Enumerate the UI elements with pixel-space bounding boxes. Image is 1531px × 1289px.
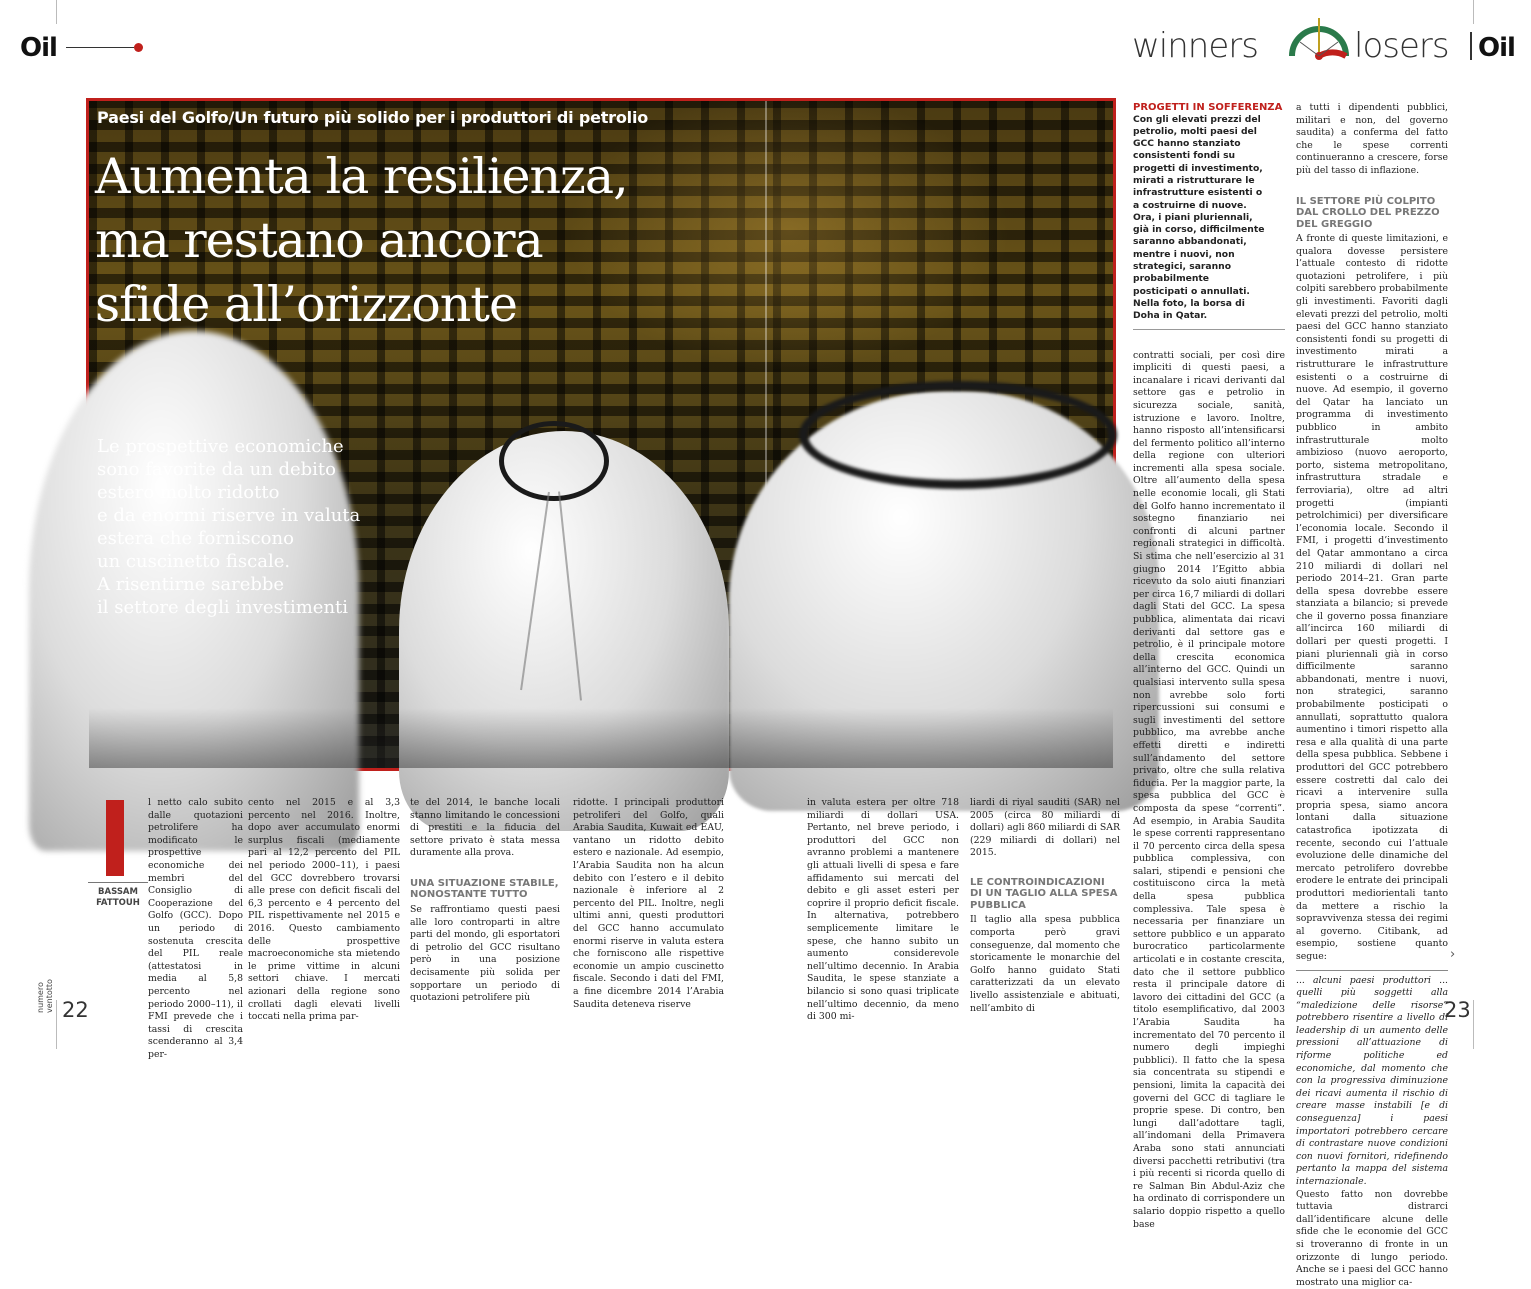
lead-line: e da enormi riserve in valuta — [97, 505, 361, 526]
text-column-1: l netto calo subito dalle quotazioni petrolifere ha modificato le prospettive economiche dei membri del Consiglio di Cooperazione del Golfo (GCC). Dopo un periodo di sostenuta crescita del PIL reale (attestatosi in media al 5,8 percento nel periodo 2000–11), il FMI prevede che i tassi di crescita scenderanno al 3,4 per- — [148, 797, 243, 1060]
hero-title-line: Aumenta la resilienza, — [95, 148, 628, 205]
issue-label-line2: ventotto — [45, 979, 54, 1013]
citibank-quote: ... alcuni paesi produttori ... quelli più soggetti alla “maledizione delle risorse” potrebbero risentire a livello di leadership di un aumento delle pressioni all’attuazione di riforme politiche ed economiche, dal momento che con la progressiva diminuzione dei ricavi aumenta il rischio di creare masse instabili [e di conseguenza] i paesi importatori potrebbero cercare di contrastare nuove condizioni con nuovi fornitori, ridefinendo pertanto la mappa del sistema internazionale. — [1296, 970, 1448, 1189]
left-footer-rule — [56, 1000, 57, 1049]
column-6-intro: liardi di riyal sauditi (SAR) nel 2005 (circa 80 miliardi di dollari) agli 860 miliardi di SAR (229 miliardi di dollari) nel 2015. — [970, 797, 1120, 859]
column-3 — [410, 797, 560, 1005]
column-7 — [1133, 102, 1285, 1230]
page-number-right: 23 — [1444, 998, 1471, 1022]
left-logo: Oil — [20, 33, 57, 63]
author-first-name: BASSAM — [98, 887, 138, 897]
text-column-4: ridotte. I principali produttori petroliferi del Golfo, quali Arabia Saudita, Kuwait ed EAU, vantano un ridotto debito estero e nazionale. Ad esempio, l’Arabia Saudita non ha alcun debito con l’estero e il debito nazionale è inferiore al 2 percento del PIL. Inoltre, negli ultimi anni, questi produttori del GCC hanno accumulato enormi riserve in valuta estera che forniscono alle rispettive economie un ampio cuscinetto fiscale. Secondo i dati del FMI, a fine dicembre 2014 l’Arabia Saudita deteneva riserve — [573, 797, 724, 1010]
author-last-name: FATTOUH — [96, 898, 140, 908]
column-6-body: Il taglio alla spesa pubblica comporta però gravi conseguenze, dal momento che storicamente le monarchie del Golfo hanno guidato Stati caratterizzati da un elevato livello assistenziale e abituati, nell’ambito di — [970, 914, 1120, 1014]
continue-arrow-icon: › — [1450, 947, 1456, 962]
lead-line: il settore degli investimenti — [97, 597, 349, 618]
column-3-body: Se raffrontiamo questi paesi alle loro controparti in altre parti del mondo, gli esportatori di petrolio del GCC risultano però in una posizione decisamente più solida per sopportare un periodo di quotazioni petrolifere più — [410, 903, 560, 1004]
lead-line: estera che forniscono — [97, 528, 294, 549]
compass-emblem — [1286, 14, 1352, 64]
subhead-progetti: PROGETTI IN SOFFERENZA — [1133, 102, 1283, 113]
page-number-left: 22 — [62, 998, 89, 1022]
hero-photo — [86, 98, 1116, 771]
photo-bottom-shadow — [89, 708, 1113, 768]
drop-cap-bar — [106, 800, 124, 876]
left-edge-rule — [56, 0, 57, 24]
column-8 — [1296, 102, 1448, 1288]
lead-line: Le prospettive economiche — [97, 436, 344, 457]
lead-line: A risentirne sarebbe — [97, 574, 285, 595]
text-column-1-tail — [86, 935, 243, 965]
lead-line: un cuscinetto fiscale. — [97, 551, 291, 572]
right-footer-rule — [1473, 1000, 1474, 1049]
right-edge-rule — [1473, 0, 1474, 24]
hero-kicker: Paesi del Golfo/Un futuro più solido per i produttori di petrolio — [97, 108, 649, 127]
photo-caption: Con gli elevati prezzi del petrolio, molti paesi del GCC hanno stanziato consistenti fondi su progetti di investimento, mirati a ristrutturare le infrastrutture esistenti o a costruirne di nuove. Ora, i piani pluriennali, già in corso, difficilmente saranno abbandonati, mentre i nuovi, non strategici, saranno probabilmente posticipati o annullati. Nella foto, la borsa di Doha in Qatar. — [1133, 114, 1285, 330]
lead-line: sono favorite da un debito — [97, 459, 337, 480]
figure-right-agal — [799, 381, 1117, 489]
figure-center-agal — [499, 421, 609, 501]
issue-label-line1: numero — [36, 982, 45, 1013]
issue-label — [36, 979, 54, 1013]
column-8-intro: a tutti i dipendenti pubblici, militari e non, del governo saudita) a conferma del fatto che le spese correnti continueranno a crescere, forse più del tasso di inflazione. — [1296, 102, 1448, 176]
column-6 — [970, 797, 1120, 1015]
brand-winners: winners — [1132, 26, 1258, 66]
hero-title-line: ma restano ancora — [95, 212, 543, 269]
brand-divider — [1470, 32, 1472, 60]
lead-line: estero molto ridotto — [97, 482, 280, 503]
hero-title-line: sfide all’orizzonte — [95, 276, 517, 333]
hero-lead — [97, 435, 397, 619]
author-byline — [88, 882, 148, 909]
column-3-intro: te del 2014, le banche locali stanno limitando le concessioni di prestiti e la fiducia del settore privato è stata messa duramente alla prova. — [410, 797, 560, 859]
subhead-settore: IL SETTORE PIÙ COLPITO DAL CROLLO DEL PREZZO DEL GREGGIO — [1296, 195, 1440, 230]
column-8-conclusion: Questo fatto non dovrebbe tuttavia distrarci dall’identificare alcune delle sfide che le economie del GCC si troveranno di fronte in un orizzonte di lungo periodo. Anche se i paesi del GCC hanno mostrato una miglior ca- — [1296, 1188, 1448, 1288]
column-7-body: contratti sociali, per così dire impliciti di questi paesi, a incanalare i ricavi derivanti dal settore gas e petrolio in sicurezza sociale, sanità, istruzione e lavoro. Inoltre, hanno risposto all’intensificarsi del fermento politico all’interno della regione con ulteriori incrementi alla spesa sociale. Oltre all’aumento della spesa nelle economie locali, gli Stati del Golfo hanno incrementato il sostegno finanziario nei confronti di alcuni partner regionali strategici in difficoltà. Si stima che nell’esercizio al 31 giugno 2014 l’Egitto abbia ricevuto da solo aiuti finanziari per circa 16,7 miliardi di dollari dagli Stati del GCC. La spesa pubblica, alimentata dai ricavi derivanti dal settore gas e petrolio, è il principale motore della crescita economica all’interno del GCC. Quindi un qualsiasi intervento sulla spesa non avrebbe solo forti ripercussioni sui consumi e sugli investimenti del settore pubblico, ma avrebbe anche effetti diretti e indiretti sull’andamento del settore privato, oltre che sulla relativa fiducia. Per la maggior parte, la spesa pubblica del GCC è composta da spese “correnti”. Ad esempio, in Arabia Saudita le spese correnti rappresentano il 70 percento circa della spesa pubblica complessiva, con salari, stipendi e pensioni che costituiscono circa la metà della spesa pubblica complessiva. Tale spesa è necessaria per finanziare un settore pubblico e un apparato burocratico particolarmente articolati e in costante crescita, dato che il settore pubblico resta il principale datore di lavoro dei cittadini del GCC (a titolo esemplificativo, dal 2003 l’Arabia Saudita ha incrementato del 70 percento il numero degli impieghi pubblici). Il fatto che la spesa sia concentrata su stipendi e pensioni, limita la capacità dei governi del GCC di tagliare le proprie spese. Di contro, ben lungi dall’adottare tagli, all’indomani della Primavera Araba sono stati annunciati diversi pacchetti retributivi (tra i più recenti si ricorda quello di re Salman Bin Abdul-Aziz che ha ordinato di corrispondere un salario doppio rispetto a quello base — [1133, 349, 1285, 1230]
column-8-body: A fronte di queste limitazioni, e qualora dovesse persistere l’attuale contesto di ridotte quotazioni petrolifere, i più colpiti sarebbero probabilmente gli investimenti. Favoriti dagli elevati prezzi del petrolio, molti paesi del GCC hanno stanziato consistenti fondi su progetti di investimento mirati a ristrutturare le infrastrutture esistenti o a costruirne di nuove. Ad esempio, il governo del Qatar ha lanciato un programma di investimento pubblico in ambito infrastrutturale molto ambizioso (nuovo aeroporto, porto, sistema metropolitano, infrastruttura stradale e ferroviaria), oltre ad altri progetti (impianti petrolchimici) per diversificare l’economia locale. Secondo il FMI, i progetti d’investimento del Qatar ammontano a circa 210 miliardi di dollari nel periodo 2014–21. Gran parte della spesa dovrebbe essere stanziata a bilancio; si prevede che il governo possa finanziare all’incirca 160 miliardi di dollari per questi progetti. I piani pluriennali già in corso difficilmente saranno abbandonati, mentre i nuovi, non strategici, saranno probabilmente posticipati o annullati, soprattutto qualora aumentino i timori rispetto alla resa e alla qualità di una parte della spesa pubblica. Sebbene i produttori del GCC potrebbero essere costretti dal calo dei ricavi a intervenire sulla propria spesa, siamo ancora lontani dalla situazione catastrofica ipotizzata di recente, secondo cui l’attuale evoluzione delle dinamiche del mercato petrolifero dovrebbe erodere le entrate dei principali produttori mediorientali tanto da mettere a rischio la sopravvivenza stessa dei regimi al governo. Citibank, ad esempio, sostiene quanto segue: — [1296, 233, 1448, 962]
subhead-situazione: UNA SITUAZIONE STABILE, NONOSTANTE TUTTO — [410, 877, 559, 901]
text-column-2: cento nel 2015 e al 3,3 percento nel 2016. Inoltre, dopo aver accumulato enormi surplus fiscali (mediamente pari al 12,2 percento del PIL nel periodo 2000–11), i paesi del GCC dovrebbero trovarsi alle prese con deficit fiscali del 6,3 percento e 4 percento del PIL rispettivamente nel 2015 e 2016. Questo cambiamento delle prospettive macroeconomiche sta mietendo le prime vittime in alcuni settori chiave. I mercati azionari della regione sono crollati dagli elevati livelli toccati nella prima par- — [248, 797, 400, 1023]
text-column-5: in valuta estera per oltre 718 miliardi di dollari USA. Pertanto, nel breve periodo, i produttori del GCC non avranno problemi a mantenere gli attuali livelli di spesa e fare affidamento sui mercati del debito e gli asset esteri per coprire il proprio deficit fiscale. In alternativa, potrebbero semplicemente limitare le spese, che hanno subito un aumento considerevole nell’ultimo decennio. In Arabia Saudita, le spese stanziate a bilancio si sono quasi triplicate nell’ultimo decennio, da meno di 300 mi- — [807, 797, 959, 1023]
brand-losers: losers — [1354, 26, 1449, 66]
subhead-controindicazioni: LE CONTROINDICAZIONI DI UN TAGLIO ALLA SPESA PUBBLICA — [970, 876, 1118, 911]
hero-title — [95, 145, 795, 337]
right-logo: Oil — [1478, 33, 1515, 63]
left-header-dot — [134, 43, 143, 52]
left-header-rule — [66, 47, 134, 48]
